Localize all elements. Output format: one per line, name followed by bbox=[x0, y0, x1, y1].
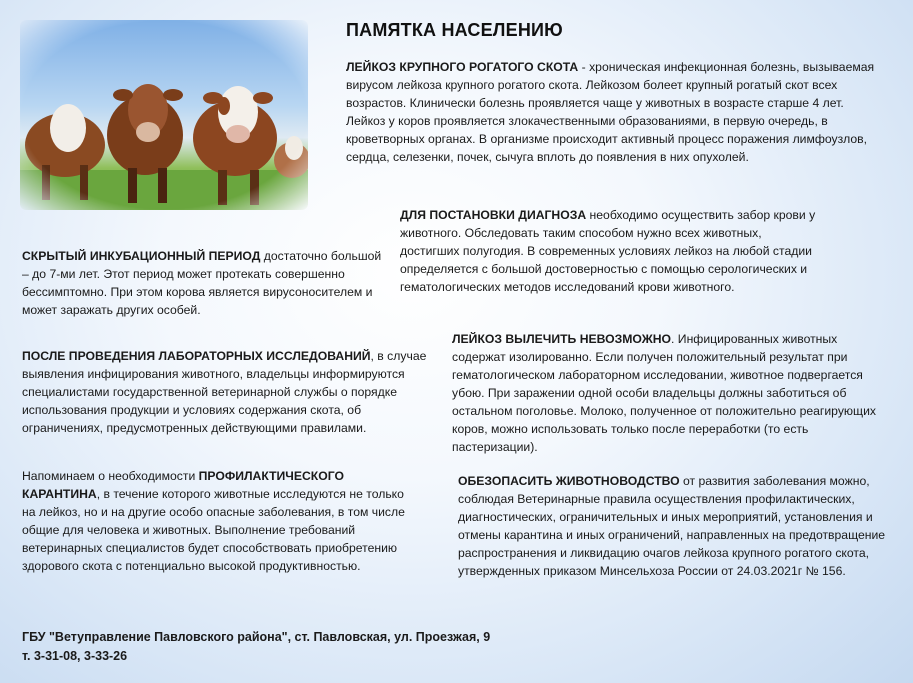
incubation-paragraph bbox=[22, 247, 382, 319]
footer bbox=[22, 628, 490, 666]
incubation-heading: СКРЫТЫЙ ИНКУБАЦИОННЫЙ ПЕРИОД bbox=[22, 249, 261, 263]
lab-paragraph bbox=[22, 347, 427, 437]
quarantine-lead: Напоминаем о необходимости bbox=[22, 469, 199, 483]
incubation-text: достаточно большой – до 7-ми лет. Этот период может протекать совершенно бессимптомно. При этом корова является вирусоносителем и может заражать других особей. bbox=[22, 249, 382, 317]
footer-address: ГБУ "Ветуправление Павловского района", ст. Павловская, ул. Проезжая, 9 bbox=[22, 630, 491, 644]
protect-heading: ОБЕЗОПАСИТЬ ЖИВОТНОВОДСТВО bbox=[458, 474, 680, 488]
leukosis-text: - хроническая инфекционная болезнь, вызываемая вирусом лейкоза крупного рогатого скота. Лейкозом болеет крупный рогатый скот всех возрастов. Клинически болезнь проявляется чаще у животных в возрасте старше 4 лет. Лейкоз у коров проявляется злокачественными образованиями, в первую очередь, в кроветворных органах. В организме происходит активный процесс поражения лимфоузлов, сердца, селезенки, почек, сычуга вплоть до появления в них опухолей. bbox=[346, 60, 875, 164]
cure-heading: ЛЕЙКОЗ ВЫЛЕЧИТЬ НЕВОЗМОЖНО bbox=[452, 332, 672, 346]
lab-heading: ПОСЛЕ ПРОВЕДЕНИЯ ЛАБОРАТОРНЫХ ИССЛЕДОВАНИЙ bbox=[22, 349, 371, 363]
quarantine-paragraph bbox=[22, 467, 417, 575]
protect-text: от развития заболевания можно, соблюдая Ветеринарные правила осуществления профилактических, диагностических, ограничительных и иных мероприятий, установления и отмены карантина и иных ограничений, направленных на предотвращение распространения и ликвидацию очагов лейкоза крупного рогатого скота, утвержденных приказом Минсельхоза России от 24.03.2021г № 156. bbox=[458, 474, 886, 578]
diagnosis-text: необходимо осуществить забор крови у животного. Обследовать таким способом нужно всех животных, достигших полугодия. В современных условиях лейкоз на любой стадии определяется с большой достоверностью с помощью серологических и гематологических методов исследований крови животного. bbox=[400, 208, 816, 294]
cows-illustration bbox=[20, 20, 308, 210]
quarantine-text: , в течение которого животные исследуются не только на лейкоз, но и на другие особо опасные заболевания, в том числе общие для человека и животных. Выполнение требований ветеринарных специалистов будет способствовать приобретению здорового скота с потенциально высокой продуктивностью. bbox=[22, 487, 405, 573]
lab-text: , в случае выявления инфицирования животного, владельцы информируются специалистами государственной ветеринарной службы о порядке использования продукции и условиях содержания скота, об ограничениях, предусмотренных действующими правилами. bbox=[22, 349, 427, 435]
footer-phones: т. 3-31-08, 3-33-26 bbox=[22, 649, 128, 663]
protect-paragraph bbox=[458, 472, 888, 580]
leukosis-heading: ЛЕЙКОЗ КРУПНОГО РОГАТОГО СКОТА bbox=[346, 60, 579, 74]
page-title: ПАМЯТКА НАСЕЛЕНИЮ bbox=[346, 20, 563, 40]
cure-paragraph bbox=[452, 330, 892, 456]
quarantine-heading: ПРОФИЛАКТИЧЕСКОГО КАРАНТИНА bbox=[22, 469, 344, 501]
diagnosis-heading: ДЛЯ ПОСТАНОВКИ ДИАГНОЗА bbox=[400, 208, 587, 222]
cure-text: . Инфицированных животных содержат изолированно. Если получен положительный результат при гематологическом лабораторном исследовании, животное подвергается убою. При заражении одной особи владельцы должны заботиться об остальном поголовье. Молоко, полученное от положительно реагирующих коров, можно использовать только после переработки (то есть пастеризации). bbox=[452, 332, 876, 454]
diagnosis-paragraph bbox=[400, 206, 820, 296]
cows-photo bbox=[20, 20, 308, 210]
leukosis-paragraph bbox=[346, 58, 886, 166]
